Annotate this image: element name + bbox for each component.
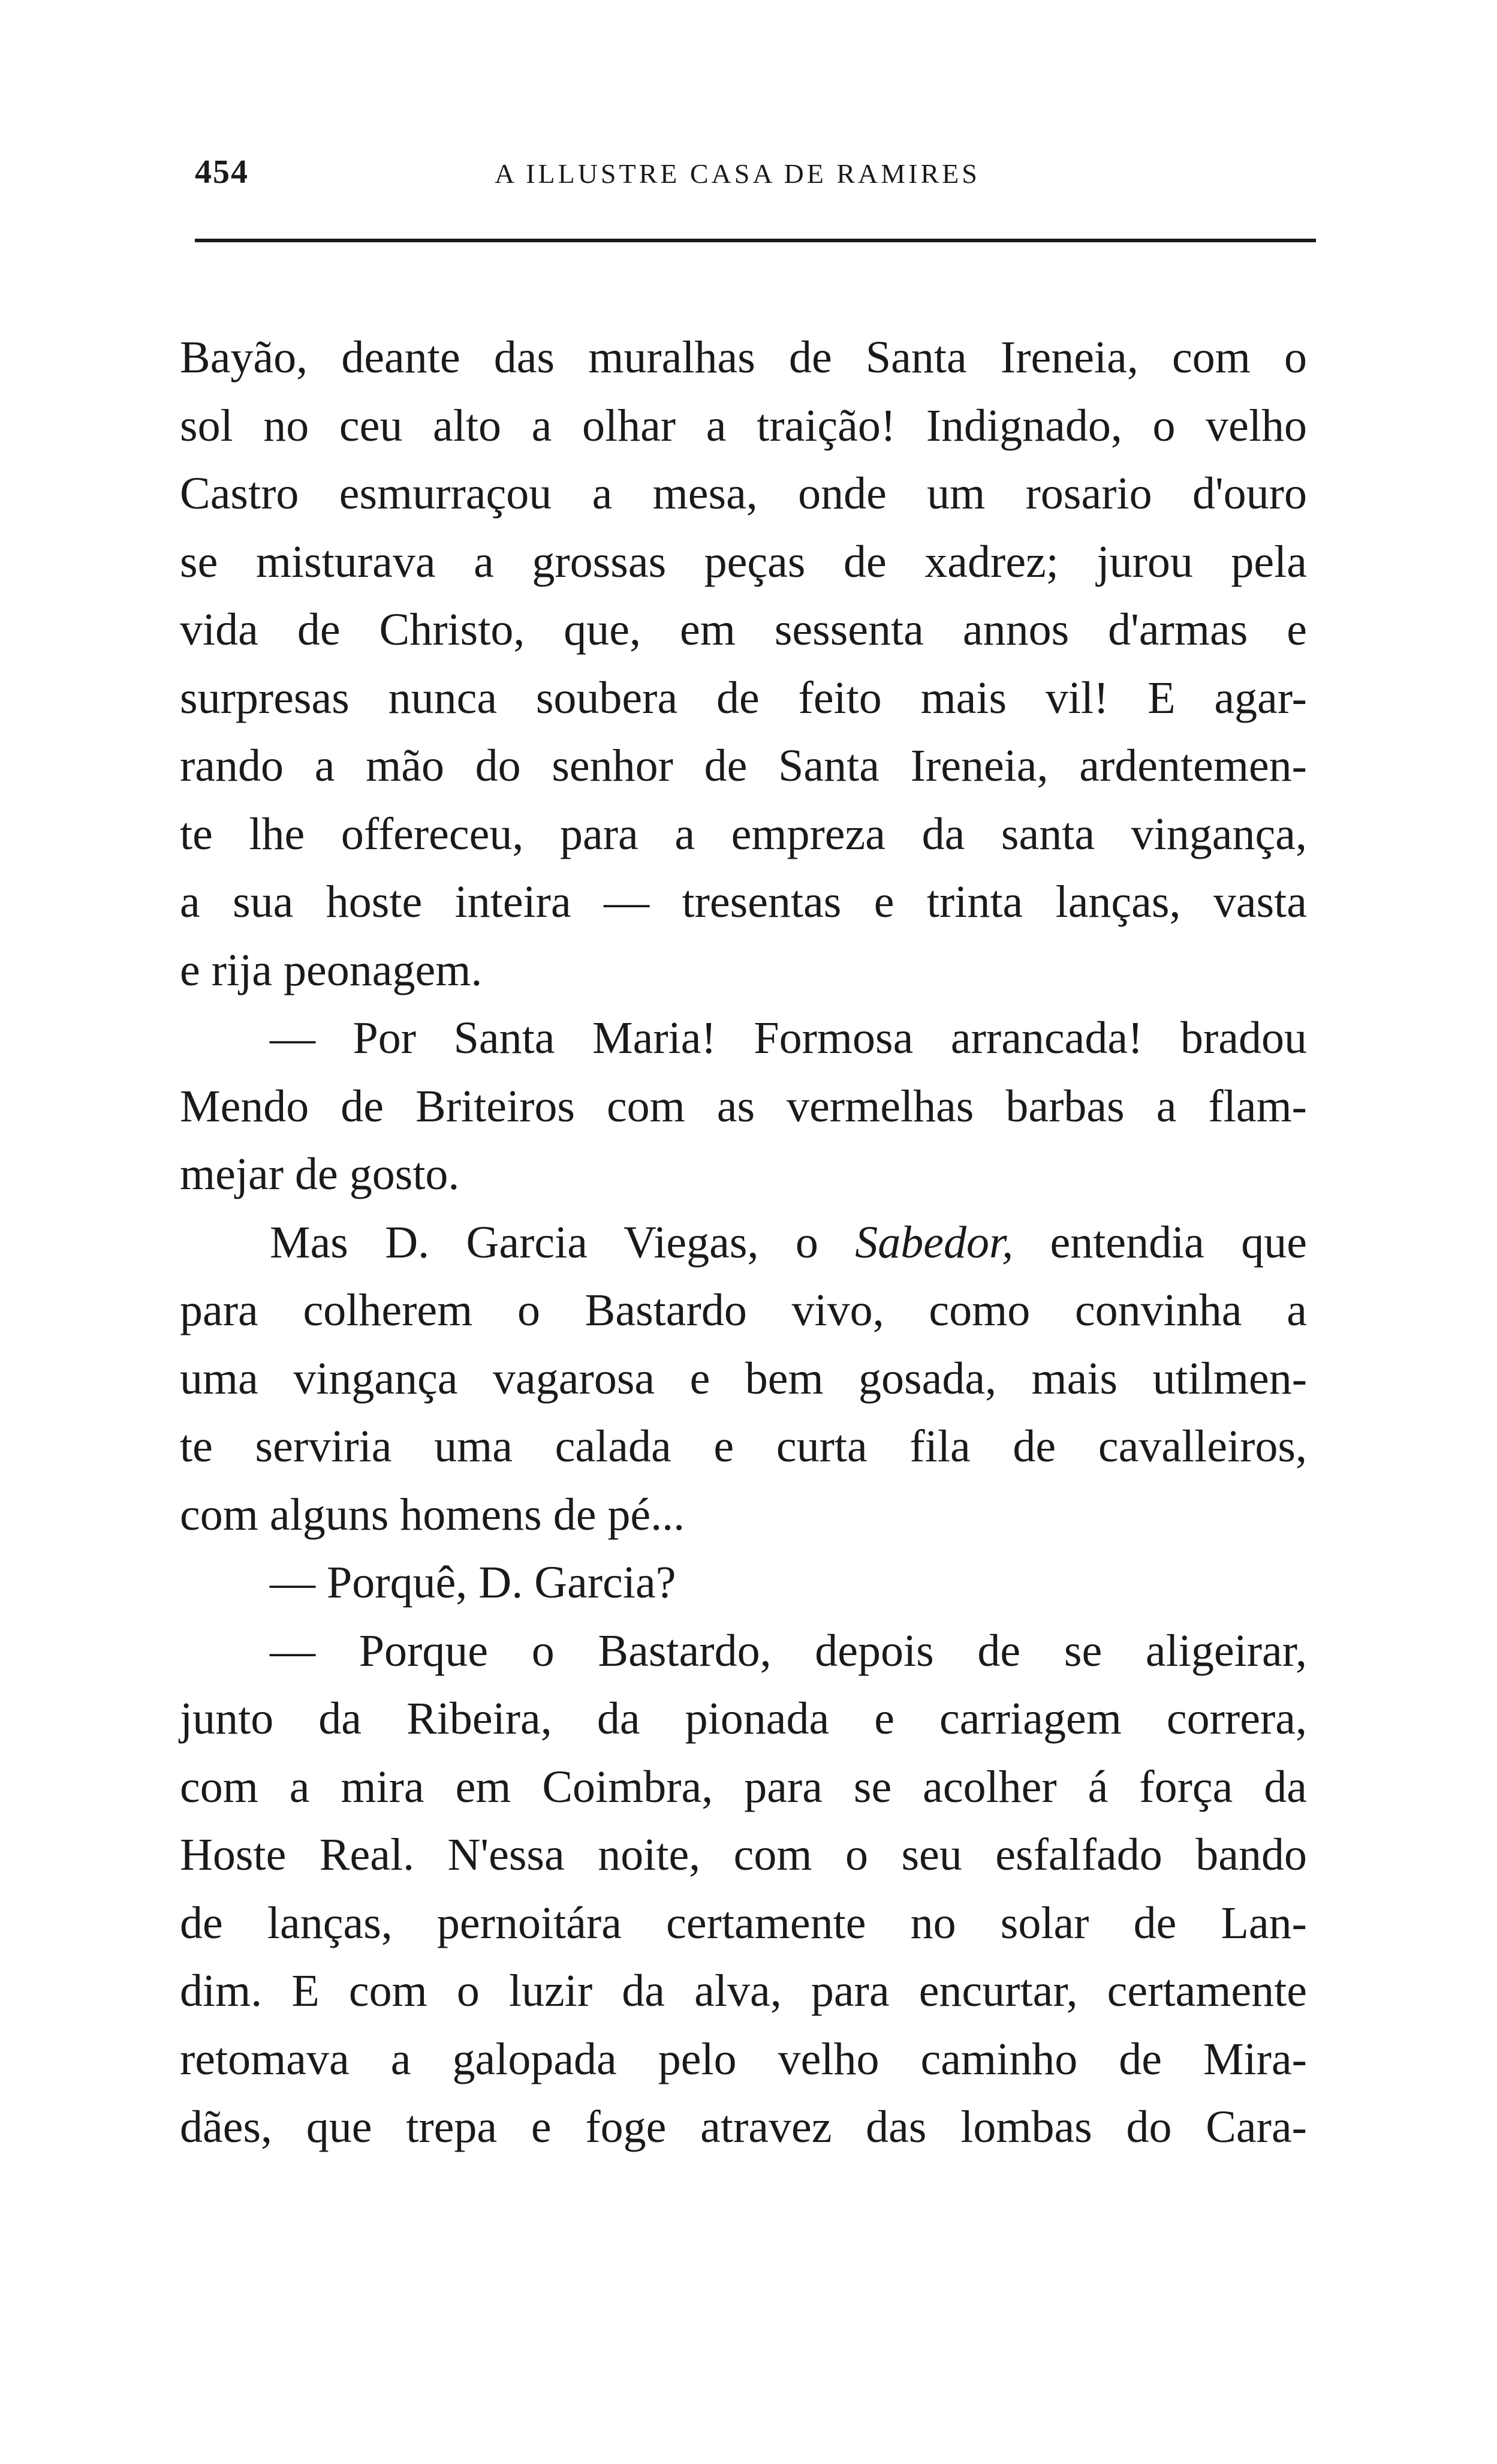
text-line: — Porque o Bastardo, depois de se aligeirar, xyxy=(270,1625,1307,1676)
text-line: de lanças, pernoitára certamente no solar de Lan- xyxy=(180,1897,1307,1948)
text-line: com a mira em Coimbra, para se acolher á força da xyxy=(180,1761,1307,1812)
text-line: a sua hoste inteira — tresentas e trinta lanças, vasta xyxy=(180,877,1307,927)
text-line: Castro esmurraçou a mesa, onde um rosario d'ouro xyxy=(180,468,1307,519)
text-line: uma vingança vagarosa e bem gosada, mais utilmen- xyxy=(180,1353,1307,1404)
text-line: se misturava a grossas peças de xadrez; jurou pela xyxy=(180,536,1307,587)
text-line: para colherem o Bastardo vivo, como convinha a xyxy=(180,1285,1307,1335)
text-line: retomava a galopada pelo velho caminho de Mira- xyxy=(180,2033,1307,2084)
text-line: dim. E com o luzir da alva, para encurtar, certamente xyxy=(180,1966,1307,2016)
italic-word: Sabedor, xyxy=(855,1217,1014,1268)
text-line: dães, que trepa e foge atravez das lombas do Cara- xyxy=(180,2102,1307,2152)
text-line: vida de Christo, que, em sessenta annos d'armas e xyxy=(180,604,1307,655)
text-line-mixed xyxy=(180,1209,1307,1277)
text-line: com alguns homens de pé... xyxy=(180,1489,685,1540)
text-line: Bayão, deante das muralhas de Santa Ireneia, com o xyxy=(180,332,1307,383)
text-segment: entendia que xyxy=(1050,1217,1308,1268)
text-line: te serviria uma calada e curta fila de cavalleiros, xyxy=(180,1421,1307,1472)
text-line: junto da Ribeira, da pionada e carriagem correra, xyxy=(180,1693,1307,1744)
text-line: Hoste Real. N'essa noite, com o seu esfalfado bando xyxy=(180,1830,1307,1880)
text-line: rando a mão do senhor de Santa Ireneia, ardentemen- xyxy=(180,741,1307,791)
text-line: te lhe offereceu, para a empreza da santa vingança, xyxy=(180,808,1307,859)
text-line: Mendo de Briteiros com as vermelhas barbas a flam- xyxy=(180,1081,1307,1132)
running-title: A ILLUSTRE CASA DE RAMIRES xyxy=(495,158,980,189)
text-line: — Por Santa Maria! Formosa arrancada! bradou xyxy=(270,1013,1307,1063)
text-segment: Mas D. Garcia Viegas, o xyxy=(270,1217,818,1268)
page-number: 454 xyxy=(195,154,249,191)
text-line: sol no ceu alto a olhar a traição! Indignado, o velho xyxy=(180,400,1307,451)
page-header xyxy=(195,153,1316,201)
header-rule xyxy=(195,239,1316,242)
text-line: — Porquê, D. Garcia? xyxy=(270,1557,676,1608)
text-line: surpresas nunca soubera de feito mais vil! E agar- xyxy=(180,672,1307,723)
text-line: mejar de gosto. xyxy=(180,1149,460,1199)
text-line: e rija peonagem. xyxy=(180,944,483,995)
body-text xyxy=(180,324,1307,2162)
